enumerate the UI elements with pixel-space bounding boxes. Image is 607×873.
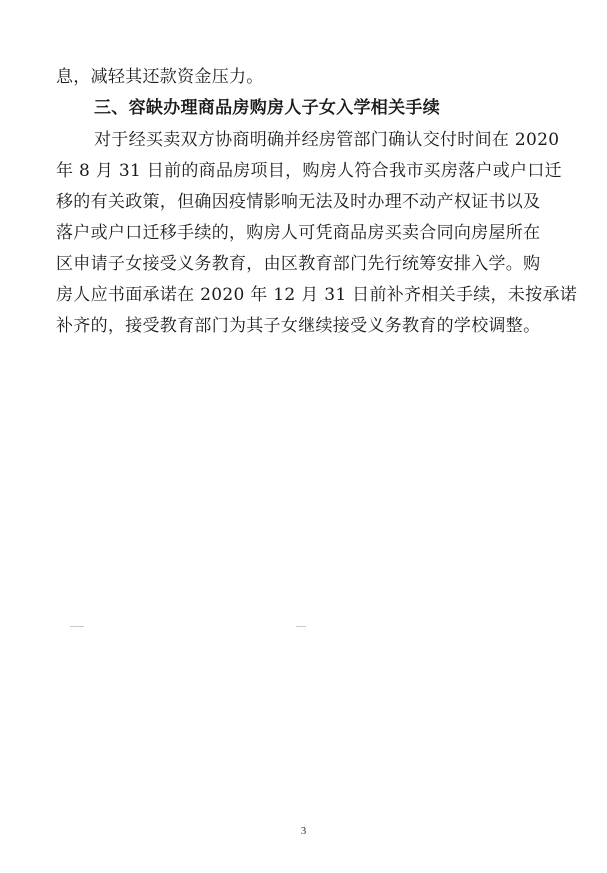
section-heading: 三、容缺办理商品房购房人子女入学相关手续 [94,98,440,118]
text-line-last: 补齐的，接受教育部门为其子女继续接受义务教育的学校调整。 [56,316,541,336]
text-line: 落户或户口迁移手续的，购房人可凭商品房买卖合同向房屋所在 [56,223,541,243]
text-line: 息，减轻其还款资金压力。 [56,67,264,87]
text-line: 移的有关政策，但确因疫情影响无法及时办理不动产权证书以及 [56,192,541,212]
scan-artifact [70,626,84,627]
text-line: 房人应书面承诺在 2020 年 12 月 31 日前补齐相关手续，未按承诺 [56,285,578,305]
text-line: 年 8 月 31 日前的商品房项目，购房人符合我市买房落户或户口迁 [56,161,562,181]
text-line-first: 对于经买卖双方协商明确并经房管部门确认交付时间在 2020 [94,130,560,150]
scan-artifact [296,626,306,627]
text-line: 区申请子女接受义务教育，由区教育部门先行统筹安排入学。购 [56,254,541,274]
page-number: 3 [300,825,307,837]
